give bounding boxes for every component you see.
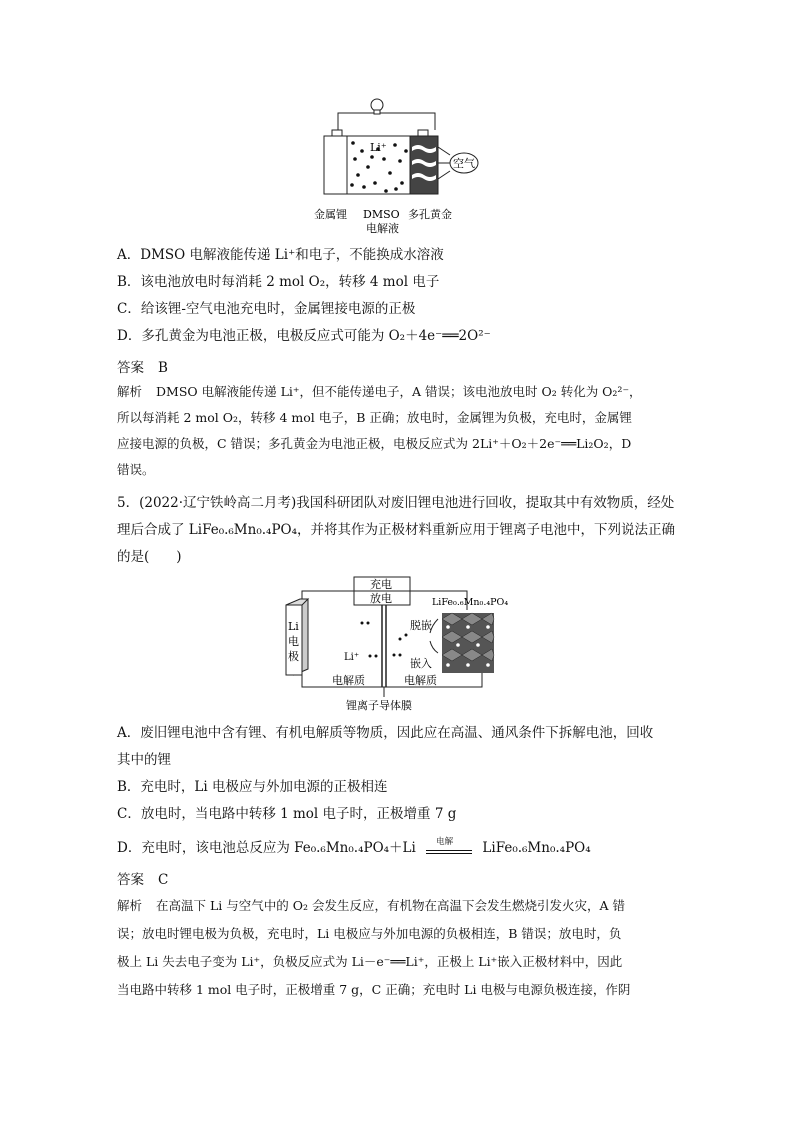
fig2-li-electrode-2: 电 bbox=[288, 635, 299, 648]
q5-option-b: B．充电时，Li 电极应与外加电源的正极相连 bbox=[117, 779, 388, 795]
answer-value: B bbox=[158, 360, 168, 376]
q5-analysis-line-2: 误；放电时锂电极为负极，充电时，Li 电极应与外加电源的负极相连，B 错误；放电时，负 bbox=[117, 926, 622, 941]
electrolysis-arrow bbox=[426, 836, 472, 858]
fig2-electrolyte-left: 电解质 bbox=[332, 674, 365, 687]
fig1-li-ion-label: Li⁺ bbox=[370, 141, 387, 154]
q4-analysis-line-1: 解析 DMSO 电解液能传递 Li⁺，但不能传递电子，A 错误；该电池放电时 O₂ 转化为 O₂²⁻， bbox=[117, 384, 642, 399]
q5-analysis-line-4: 当电路中转移 1 mol 电子时，正极增重 7 g，C 正确；充电时 Li 电极与电源负极连接，作阴 bbox=[117, 982, 631, 997]
fig1-li-metal-label: 金属锂 bbox=[314, 208, 347, 221]
answer-label: 答案 bbox=[117, 872, 144, 888]
fig2-deintercalate-label: 脱嵌 bbox=[410, 619, 432, 632]
answer-value: C bbox=[158, 872, 169, 888]
analysis-label: 解析 bbox=[117, 898, 143, 913]
fig2-li-electrode-1: Li bbox=[288, 620, 299, 633]
fig2-lattice bbox=[442, 613, 494, 673]
q4-option-a: A．DMSO 电解液能传递 Li⁺和电子，不能换成水溶液 bbox=[117, 247, 444, 263]
q4-answer bbox=[117, 356, 168, 376]
q4-option-d: D．多孔黄金为电池正极，电极反应式可能为 O₂＋4e⁻══2O²⁻ bbox=[117, 328, 491, 344]
q5-answer bbox=[117, 868, 168, 888]
fig2-electrolyte-right: 电解质 bbox=[404, 674, 437, 687]
fig2-formula: LiFe₀.₆Mn₀.₄PO₄ bbox=[432, 597, 509, 608]
q5-option-d: D．充电时，该电池总反应为 Fe₀.₆Mn₀.₄PO₄＋Li 电解 LiFe₀.₆Mn₀.₄PO₄ bbox=[117, 838, 591, 858]
fig1-electrolyte-label: 电解液 bbox=[366, 222, 399, 235]
fig2-intercalate-label: 嵌入 bbox=[410, 657, 432, 670]
fig1-dmso-label: DMSO bbox=[363, 208, 400, 221]
q5-stem-line-3: 的是( ) bbox=[117, 549, 182, 565]
fig2-li-ion-label: Li⁺ bbox=[344, 652, 360, 663]
q5-option-c: C．放电时，当电路中转移 1 mol 电子时，正极增重 7 g bbox=[117, 806, 457, 822]
q4-analysis-line-2: 所以每消耗 2 mol O₂，转移 4 mol 电子，B 正确；放电时，金属锂为负极，充电时，金属锂 bbox=[117, 410, 632, 425]
q5-analysis-line-1: 解析 在高温下 Li 与空气中的 O₂ 会发生反应，有机物在高温下会发生燃烧引发火灾，A 错 bbox=[117, 898, 625, 913]
fig1-air-label: 空气 bbox=[453, 157, 475, 170]
q5-stem-line-2: 理后合成了 LiFe₀.₆Mn₀.₄PO₄，并将其作为正极材料重新应用于锂离子电池中，下列说法正确 bbox=[117, 522, 676, 538]
fig2-discharge-label: 放电 bbox=[370, 592, 392, 605]
q5-stem-line-1: 5．(2022·辽宁铁岭高二月考)我国科研团队对废旧锂电池进行回收，提取其中有效物质，经处 bbox=[117, 495, 675, 511]
analysis-label: 解析 bbox=[117, 384, 143, 399]
fig2-membrane-label: 锂离子导体膜 bbox=[346, 699, 412, 712]
li-ion-battery-figure bbox=[282, 575, 522, 715]
q4-analysis-line-3: 应接电源的负极，C 错误；多孔黄金为电池正极，电极反应式为 2Li⁺＋O₂＋2e⁻══Li₂O₂，D bbox=[117, 436, 632, 451]
fig2-li-electrode-3: 极 bbox=[288, 650, 299, 663]
q4-option-b: B．该电池放电时每消耗 2 mol O₂，转移 4 mol 电子 bbox=[117, 274, 440, 290]
light-bulb-icon bbox=[371, 99, 383, 114]
q5-analysis-line-3: 极上 Li 失去电子变为 Li⁺，负极反应式为 Li－e⁻══Li⁺，正极上 Li⁺嵌入正极材料中，因此 bbox=[117, 954, 623, 969]
fig1-gold-label: 多孔黄金 bbox=[408, 208, 452, 221]
q5-option-a: A．废旧锂电池中含有锂、有机电解质等物质，因此应在高温、通风条件下拆解电池，回收 bbox=[117, 725, 654, 741]
q4-analysis-line-4: 错误。 bbox=[117, 462, 155, 477]
li-air-battery-figure bbox=[300, 95, 490, 235]
fig2-charge-label: 充电 bbox=[370, 578, 392, 591]
electrolysis-label: 电解 bbox=[436, 836, 454, 847]
q5-option-a-cont: 其中的锂 bbox=[117, 752, 171, 768]
q4-option-c: C．给该锂-空气电池充电时，金属锂接电源的正极 bbox=[117, 301, 416, 317]
answer-label: 答案 bbox=[117, 360, 144, 376]
